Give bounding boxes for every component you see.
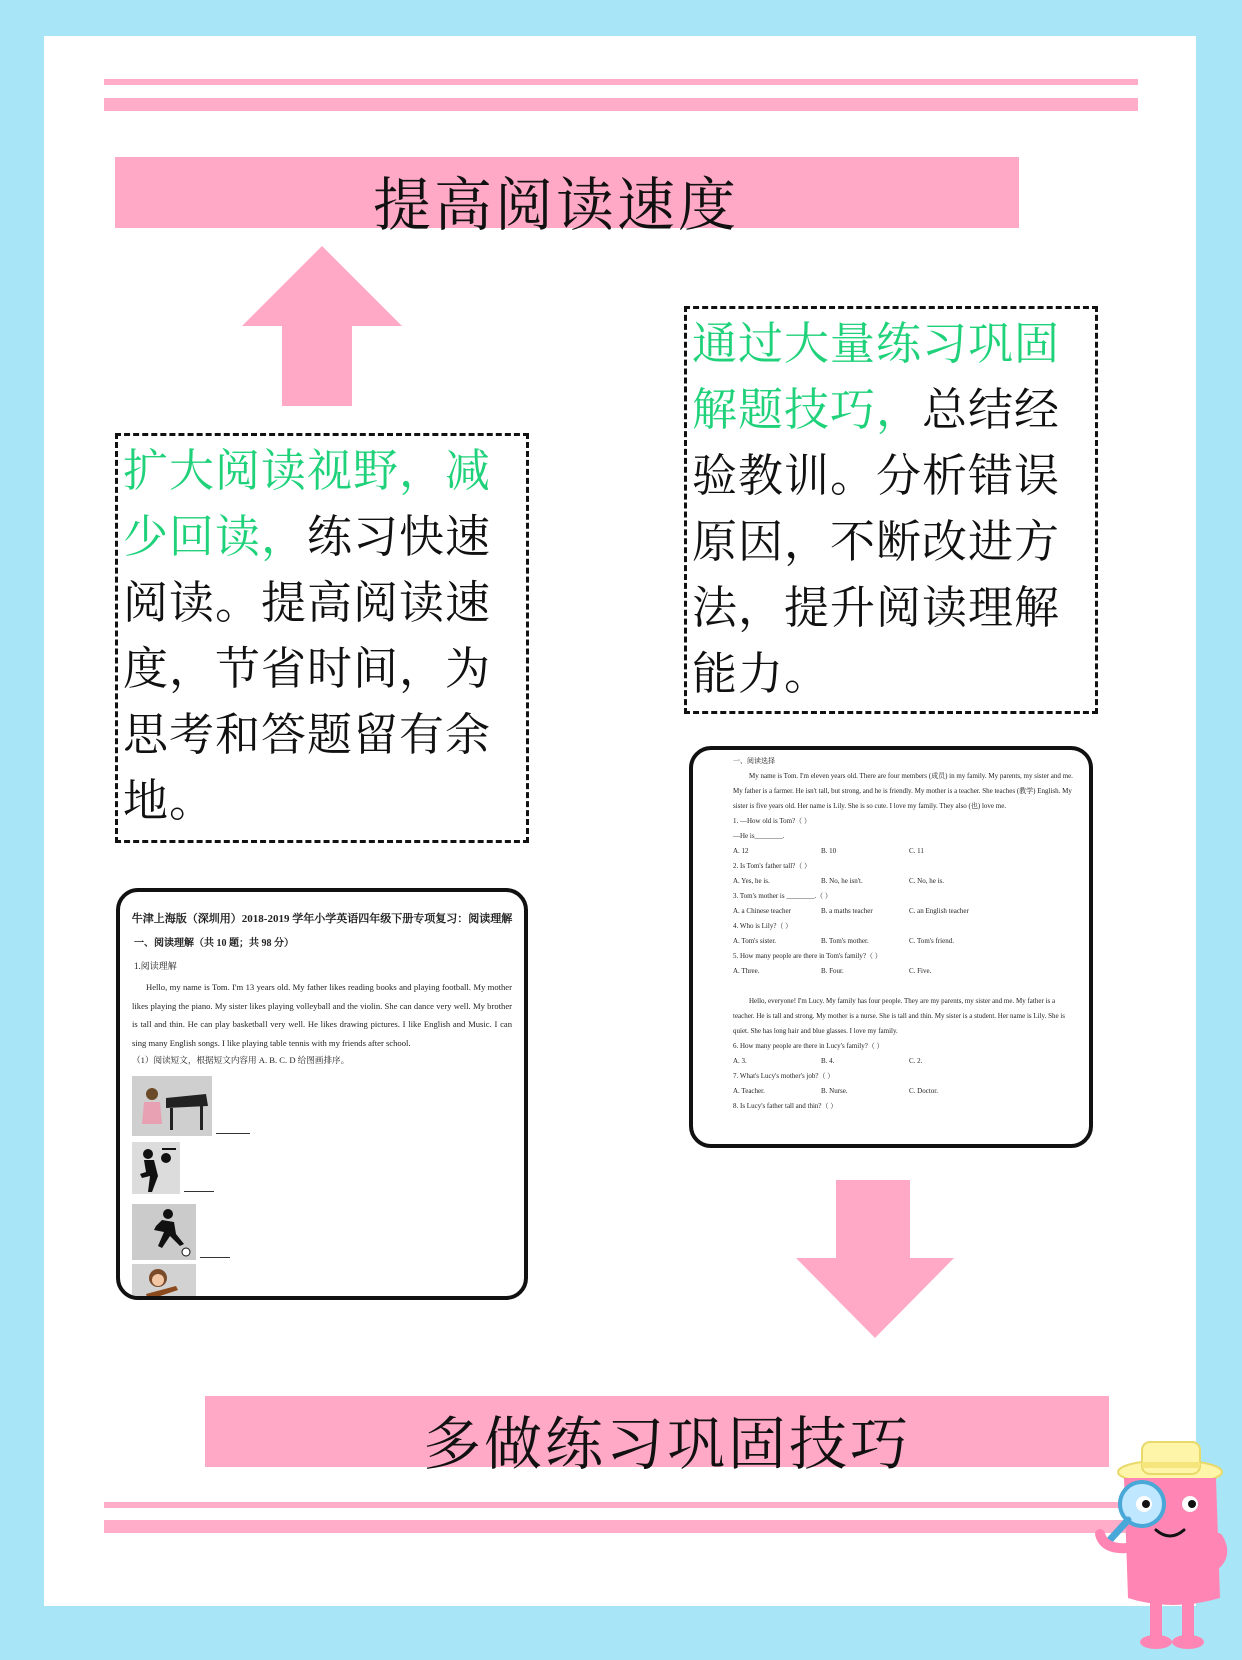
worksheet-passage-2: Hello, everyone! I'm Lucy. My family has four people. They are my parents, my sister and me. My father is a teacher. He is tall and strong. My mother is a nurse. She is tall and thin. My sister is a student. Her name is Lily. She is quiet. She has long hair and blue glasses. I love my family. [733, 997, 1065, 1035]
worksheet-image-left [116, 888, 528, 1300]
violin-picture [132, 1264, 196, 1300]
violin-picture-row [132, 1264, 230, 1300]
question-6: 6. How many people are there in Lucy's family?（ ） [733, 1042, 884, 1050]
option-b: B. a maths teacher [821, 907, 873, 915]
option-b: B. 4. [821, 1057, 835, 1065]
option-b: B. No, he isn't. [821, 877, 863, 885]
question-2-options [733, 874, 1075, 889]
right-box-highlight: 通过大量练习巩固解题技巧， [692, 317, 1061, 436]
worksheet-title: 牛津上海版（深圳用）2018-2019 学年小学英语四年级下册专项复习：阅读理解 [131, 913, 513, 925]
option-a: A. Teacher. [733, 1087, 765, 1095]
option-b: B. 10 [821, 847, 837, 855]
left-box-text [123, 438, 525, 834]
football-picture [132, 1204, 196, 1260]
question-1: 1. —How old is Tom?（ ） [733, 817, 811, 825]
basketball-picture-row [132, 1142, 214, 1194]
question-1-answer-line: —He is________. [733, 832, 785, 840]
option-c: C. 2. [909, 1057, 923, 1065]
option-b: B. Four. [821, 967, 844, 975]
option-c: C. an English teacher [909, 907, 969, 915]
worksheet-instruction: （1）阅读短文，根据短文内容用 A. B. C. D 给图画排序。 [132, 1055, 350, 1065]
worksheet-passage: Hello, my name is Tom. I'm 13 years old. My father likes reading books and playing football. My mother likes playing the piano. My sister likes playing volleyball and the violin. She can dance very well. My brother is tall and thin. He can play basketball very well. He likes drawing pictures. I like English and Music. I can sing many English songs. I like playing table tennis with my friends after school. [132, 982, 512, 1048]
option-a: A. Yes, he is. [733, 877, 770, 885]
question-5-options [733, 964, 1075, 979]
worksheet-heading: 一、阅读选择 [733, 757, 775, 765]
bottom-line-thin [104, 1502, 1138, 1508]
question-5: 5. How many people are there in Tom's family?（ ） [733, 952, 882, 960]
option-a: A. a Chinese teacher [733, 907, 791, 915]
question-4: 4. Who is Lily?（ ） [733, 922, 793, 930]
up-arrow-icon [242, 246, 402, 406]
question-8: 8. Is Lucy's father tall and thin?（ ） [733, 1102, 838, 1110]
option-c: C. Tom's friend. [909, 937, 954, 945]
top-line-thick [104, 98, 1138, 111]
left-box-highlight: 扩大阅读视野，减少回读， [123, 444, 492, 563]
top-line-thin [104, 79, 1138, 85]
piano-picture [132, 1076, 212, 1136]
bottom-banner-title: 多做练习巩固技巧 [423, 1410, 912, 1478]
worksheet-image-right [689, 746, 1093, 1148]
question-7: 7. What's Lucy's mother's job?（ ） [733, 1072, 835, 1080]
question-7-options [733, 1084, 1075, 1099]
question-2: 2. Is Tom's father tall?（ ） [733, 862, 812, 870]
option-b: B. Nurse. [821, 1087, 848, 1095]
football-picture-row [132, 1204, 230, 1260]
question-6-options [733, 1054, 1075, 1069]
worksheet-passage-1: My name is Tom. I'm eleven years old. There are four members (成员) in my family. My parents, my sister and me. My father is a farmer. He isn't tall, but strong, and he is friendly. My mother is a teacher. She teaches (教学) English. My sister is five years old. Her name is Lily. She is so cute. I love my family. They also (也) love me. [733, 772, 1073, 810]
option-c: C. Doctor. [909, 1087, 938, 1095]
question-4-options [733, 934, 1075, 949]
option-a: A. Tom's sister. [733, 937, 777, 945]
answer-blank [216, 1132, 250, 1134]
right-box-text [692, 311, 1094, 707]
option-a: A. 3. [733, 1057, 747, 1065]
basketball-picture [132, 1142, 180, 1194]
mascot-character-icon [1084, 1438, 1234, 1652]
option-a: A. 12 [733, 847, 749, 855]
option-c: C. Five. [909, 967, 932, 975]
option-a: A. Three. [733, 967, 760, 975]
worksheet-subsection: 1.阅读理解 [134, 961, 177, 971]
bottom-line-thick [104, 1520, 1138, 1533]
option-c: C. 11 [909, 847, 924, 855]
down-arrow-icon [796, 1180, 954, 1338]
question-1-options [733, 844, 1075, 859]
question-3-options [733, 904, 1075, 919]
option-b: B. Tom's mother. [821, 937, 869, 945]
option-c: C. No, he is. [909, 877, 944, 885]
question-3: 3. Tom's mother is ________.（ ） [733, 892, 832, 900]
worksheet-section: 一、阅读理解（共 10 题；共 98 分） [134, 938, 294, 949]
left-box-rest: 练习快速阅读。提高阅读速度，节省时间，为思考和答题留有余地。 [123, 510, 492, 827]
answer-blank [184, 1190, 214, 1192]
top-banner-title: 提高阅读速度 [373, 171, 740, 239]
right-box-rest: 总结经验教训。分析错误原因，不断改进方法，提升阅读理解能力。 [692, 383, 1061, 700]
piano-picture-row [132, 1076, 250, 1136]
answer-blank [200, 1256, 230, 1258]
